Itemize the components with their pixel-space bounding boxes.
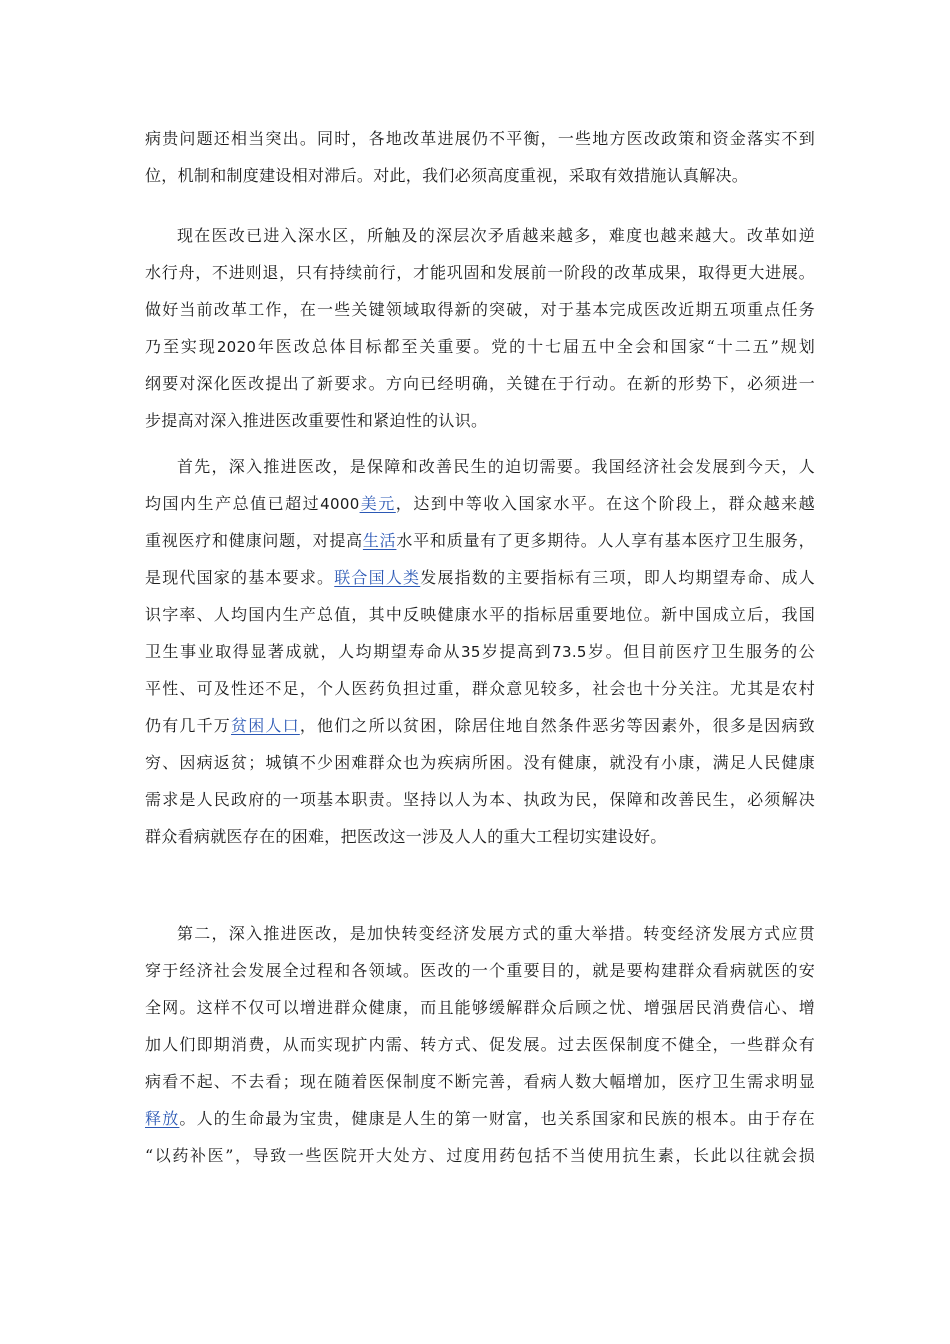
text-line: [145, 485, 815, 522]
text-line: “以药补医”，导致一些医院开大处方、过度用药包括不当使用抗生素，长此以往就会损: [145, 1146, 815, 1165]
paragraph-1: [145, 120, 815, 194]
text-line: 穿于经济社会发展全过程和各领域。医改的一个重要目的，就是要构建群众看病就医的安: [145, 961, 815, 980]
text-segment: 发展指数的主要指标有三项，即人均期望寿命、成人: [420, 568, 815, 587]
text-segment: 是现代国家的基本要求。: [145, 568, 335, 587]
link-life[interactable]: 生活: [362, 531, 397, 550]
text-line: [145, 707, 815, 744]
link-usd[interactable]: 美元: [359, 494, 396, 513]
paragraph-4: [145, 915, 815, 1174]
text-line: 首先，深入推进医改，是保障和改善民生的迫切需要。我国经济社会发展到今天，人: [177, 457, 815, 476]
text-line: 做好当前改革工作，在一些关键领域取得新的突破，对于基本完成医改近期五项重点任务: [145, 300, 815, 319]
text-segment: ，达到中等收入国家水平。在这个阶段上，群众越来越: [395, 494, 815, 513]
age-number: 73.5: [552, 643, 587, 661]
text-line: 需求是人民政府的一项基本职责。坚持以人为本、执政为民，保障和改善民生，必须解决: [145, 790, 815, 809]
year-number: 2020: [216, 338, 257, 356]
paragraph-3: [145, 448, 815, 855]
text-line: 水行舟，不进则退，只有持续前行，才能巩固和发展前一阶段的改革成果，取得更大进展。: [145, 263, 815, 282]
text-line: 全网。这样不仅可以增进群众健康，而且能够缓解群众后顾之忧、增强居民消费信心、增: [145, 998, 815, 1017]
text-line: 病看不起、不去看；现在随着医保制度不断完善，看病人数大幅增加，医疗卫生需求明显: [145, 1072, 815, 1091]
text-segment: 均国内生产总值已超过: [145, 494, 321, 513]
text-segment: 水平和质量有了更多期待。人人享有基本医疗卫生服务，: [396, 531, 815, 550]
text-line: 穷、因病返贫；城镇不少困难群众也为疾病所困。没有健康，就没有小康，满足人民健康: [145, 753, 815, 772]
text-segment: 仍有几千万: [145, 716, 232, 735]
text-segment: 卫生事业取得显著成就，人均期望寿命从: [145, 642, 461, 661]
text-line: 识字率、人均国内生产总值，其中反映健康水平的指标居重要地位。新中国成立后，我国: [145, 605, 815, 624]
link-poor-population[interactable]: 贫困人口: [231, 716, 300, 735]
text-line: 第二，深入推进医改，是加快转变经济发展方式的重大举措。转变经济发展方式应贯: [177, 924, 815, 943]
gdp-number: 4000: [320, 495, 360, 513]
text-line: 平性、可及性还不足，个人医药负担过重，群众意见较多，社会也十分关注。尤其是农村: [145, 679, 815, 698]
text-line: 现在医改已进入深水区，所触及的深层次矛盾越来越多，难度也越来越大。改革如逆: [177, 226, 815, 245]
text-line: 纲要对深化医改提出了新要求。方向已经明确，关键在于行动。在新的形势下，必须进一: [145, 374, 815, 393]
text-line: [145, 633, 815, 670]
text-segment: 重视医疗和健康问题，对提高: [145, 531, 363, 550]
age-number: 35: [461, 643, 481, 661]
text-line: 位，机制和制度建设相对滞后。对此，我们必须高度重视，采取有效措施认真解决。: [145, 166, 749, 185]
text-segment: 。人的生命最为宝贵，健康是人生的第一财富，也关系国家和民族的根本。由于存在: [179, 1109, 815, 1128]
text-segment: ，他们之所以贫困，除居住地自然条件恶劣等因素外，很多是因病致: [299, 716, 815, 735]
text-segment: 岁提高到: [480, 642, 553, 661]
text-line: 病贵问题还相当突出。同时，各地改革进展仍不平衡，一些地方医改政策和资金落实不到: [145, 129, 815, 148]
link-release[interactable]: 释放: [145, 1109, 180, 1128]
text-line: 群众看病就医存在的困难，把医改这一涉及人人的重大工程切实建设好。: [145, 827, 667, 846]
text-segment: 乃至实现: [145, 337, 217, 356]
text-line: 步提高对深入推进医改重要性和紧迫性的认识。: [145, 411, 488, 430]
text-segment: 年医改总体目标都至关重要。党的十七届五中全会和国家“十二五”规划: [256, 337, 815, 356]
text-line: 加人们即期消费，从而实现扩内需、转方式、促发展。过去医保制度不健全，一些群众有: [145, 1035, 815, 1054]
link-un-human[interactable]: 联合国人类: [334, 568, 421, 587]
text-segment: 岁。但目前医疗卫生服务的公: [586, 642, 815, 661]
text-line: [145, 559, 815, 596]
text-line: [145, 1100, 815, 1137]
paragraph-2: [145, 217, 815, 439]
text-line: [145, 522, 815, 559]
text-line: [145, 328, 815, 365]
